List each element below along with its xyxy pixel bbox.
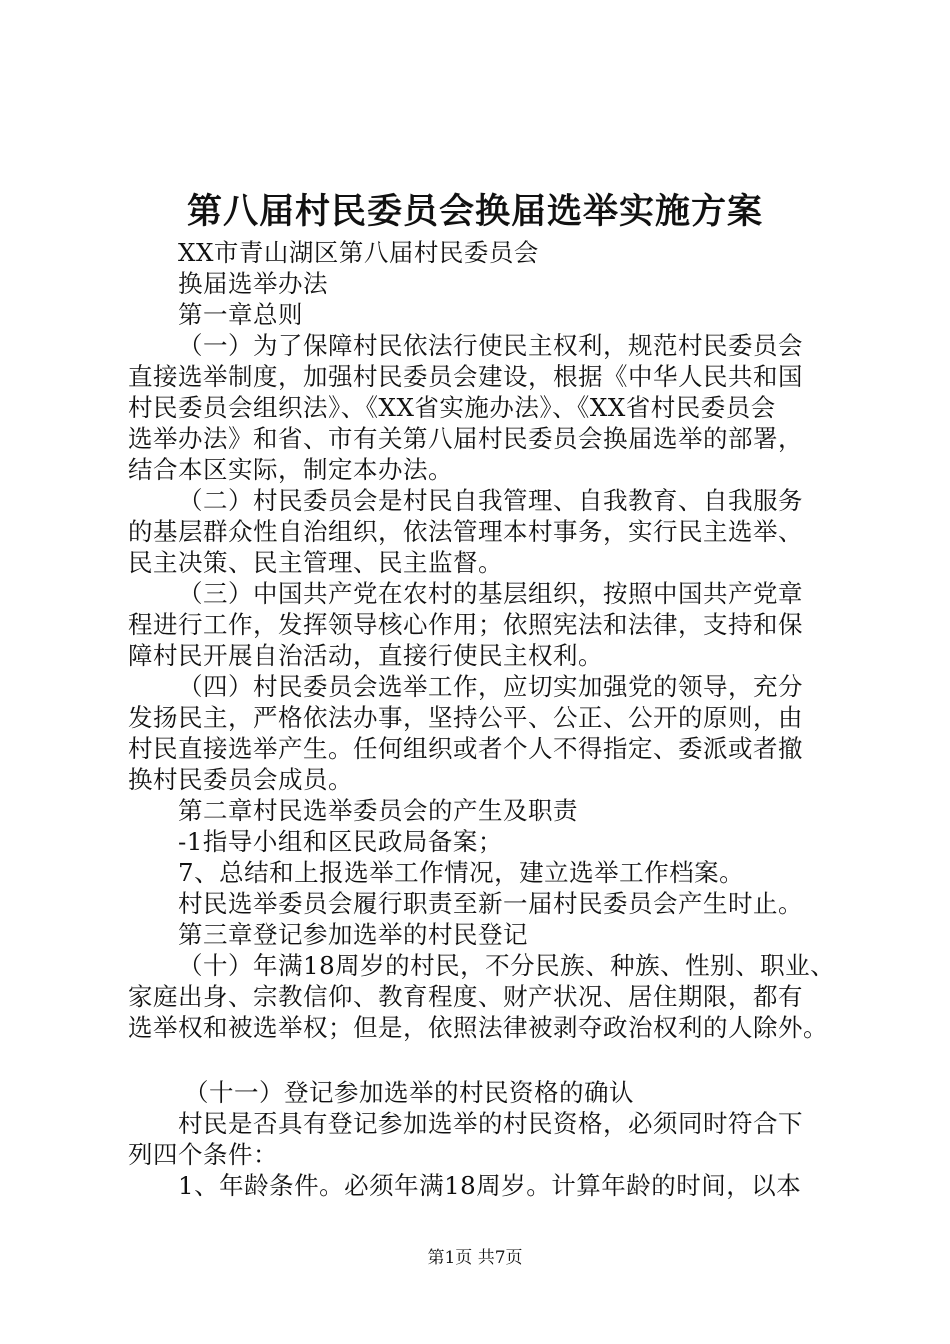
chapter-heading: 第三章登记参加选举的村民登记 [178,920,528,949]
chapter-heading: 第一章总则 [178,300,303,329]
paragraph-line: 换届选举办法 [178,269,328,298]
paragraph-line: （一）为了保障村民依法行使民主权利，规范村民委员会 [178,331,803,360]
paragraph-line: 直接选举制度，加强村民委员会建设，根据《中华人民共和国 [128,362,803,391]
paragraph-line: 的基层群众性自治组织，依法管理本村事务，实行民主选举、 [128,517,803,546]
paragraph-line: 程进行工作，发挥领导核心作用；依照宪法和法律，支持和保 [128,610,803,639]
paragraph-line: 家庭出身、宗教信仰、教育程度、财产状况、居住期限，都有 [128,982,803,1011]
paragraph-line: 选举办法》和省、市有关第八届村民委员会换届选举的部署， [128,424,803,453]
paragraph-line: 村民直接选举产生。任何组织或者个人不得指定、委派或者撤 [128,734,803,763]
paragraph-line: 列四个条件： [128,1140,278,1169]
paragraph-line: 结合本区实际，制定本办法。 [128,455,453,484]
paragraph-line: 选举权和被选举权；但是，依照法律被剥夺政治权利的人除外。 [128,1013,828,1042]
paragraph-line: 民主决策、民主管理、民主监督。 [128,548,503,577]
paragraph-line: 7、总结和上报选举工作情况，建立选举工作档案。 [178,858,745,887]
paragraph-line: 村民是否具有登记参加选举的村民资格，必须同时符合下 [178,1109,803,1138]
paragraph-line: 村民选举委员会履行职责至新一届村民委员会产生时止。 [178,889,803,918]
paragraph-line: （十）年满18周岁的村民，不分民族、种族、性别、职业、 [178,951,836,980]
paragraph-line: 村民委员会组织法》、《XX省实施办法》、《XX省村民委员会 [128,393,776,422]
document-title: 第八届村民委员会换届选举实施方案 [186,191,763,232]
paragraph-line: XX市青山湖区第八届村民委员会 [178,238,539,267]
paragraph-line: -1指导小组和区民政局备案； [178,827,503,856]
chapter-heading: 第二章村民选举委员会的产生及职责 [178,796,578,825]
paragraph-line: 换村民委员会成员。 [128,765,353,794]
page-number-footer: 第1页 共7页 [427,1248,523,1268]
paragraph-line: （四）村民委员会选举工作，应切实加强党的领导，充分 [178,672,803,701]
paragraph-line: 障村民开展自治活动，直接行使民主权利。 [128,641,603,670]
paragraph-line: 发扬民主，严格依法办事，坚持公平、公正、公开的原则，由 [128,703,803,732]
paragraph-line: （十一）登记参加选举的村民资格的确认 [184,1078,634,1107]
paragraph-line: 1、年龄条件。必须年满18周岁。计算年龄的时间，以本 [178,1171,802,1200]
paragraph-line: （三）中国共产党在农村的基层组织，按照中国共产党章 [178,579,803,608]
paragraph-line: （二）村民委员会是村民自我管理、自我教育、自我服务 [178,486,803,515]
